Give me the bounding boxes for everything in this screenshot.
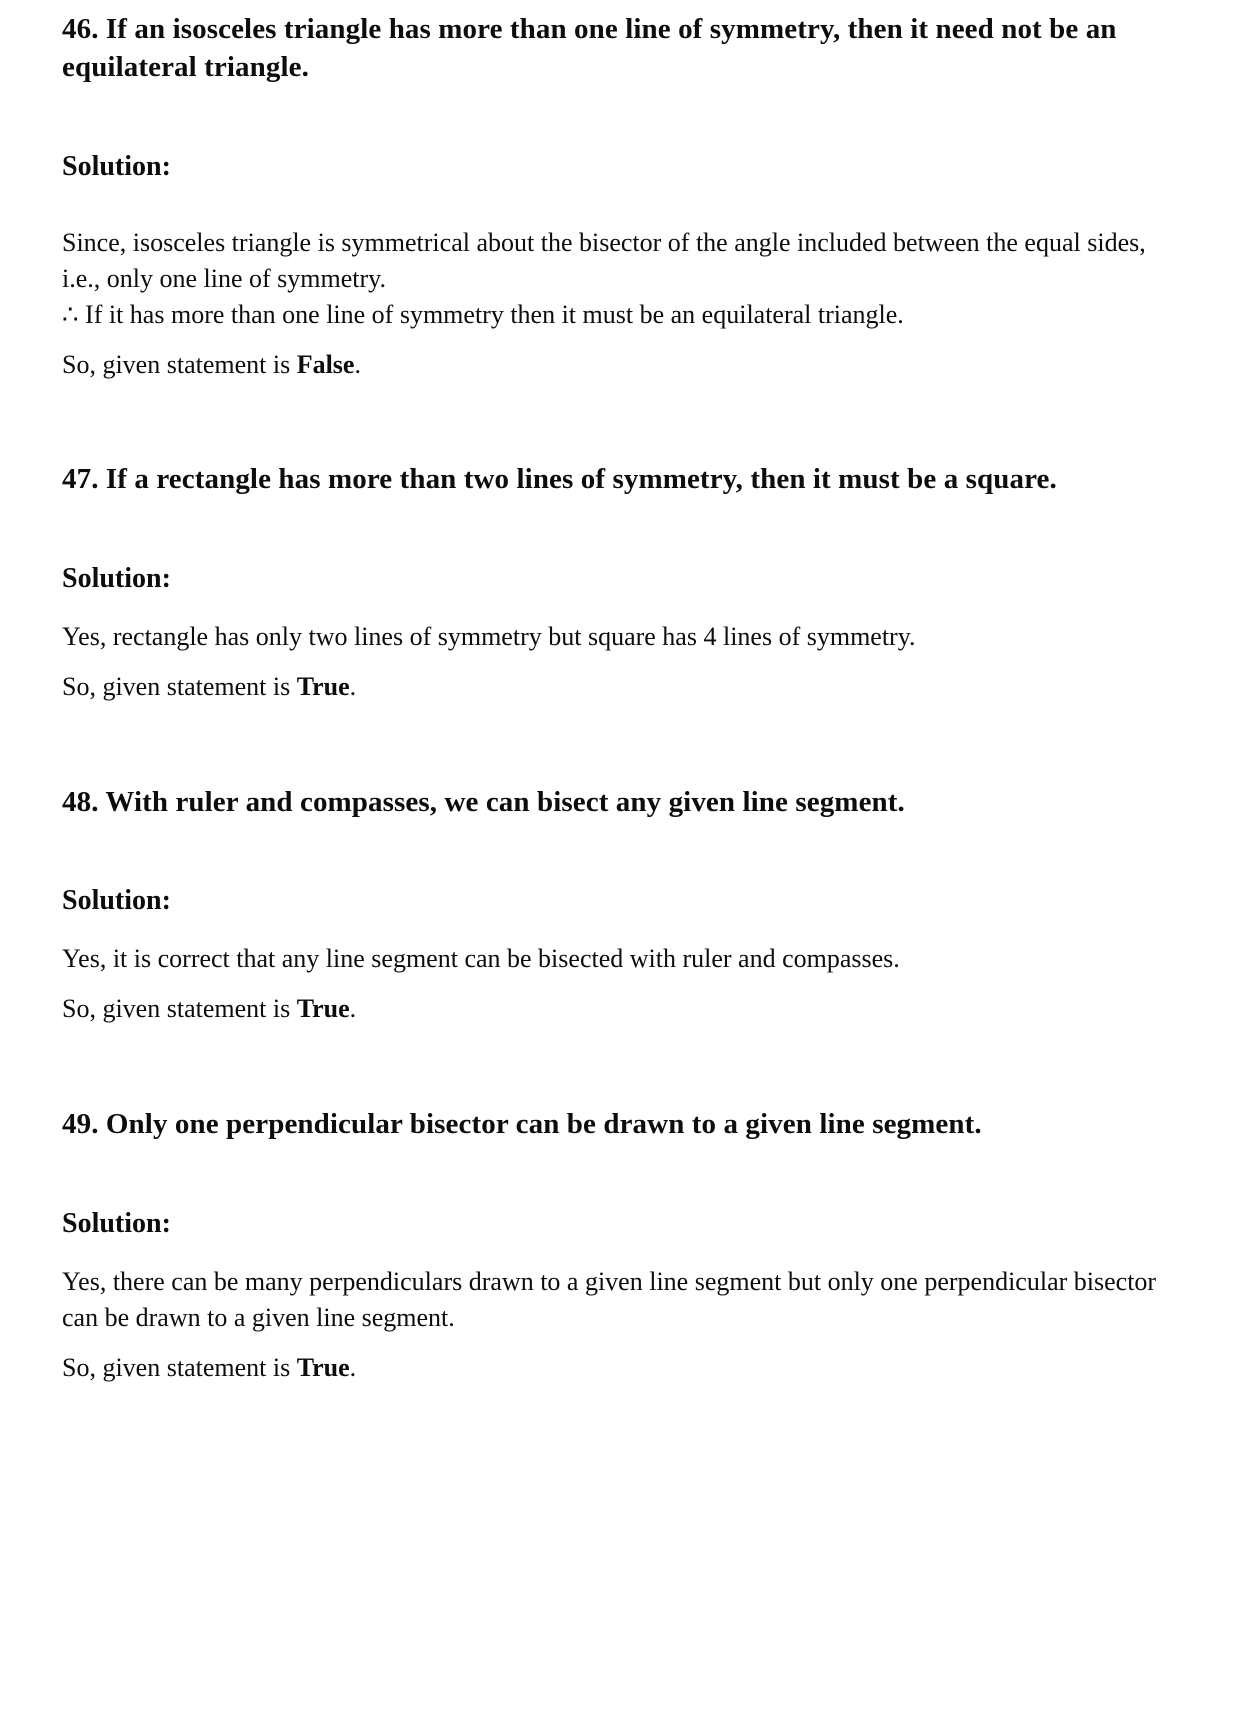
question-heading: 46. If an isosceles triangle has more than one line of symmetry, then it need not be an equilateral triangle. bbox=[62, 13, 1117, 84]
spacer bbox=[62, 499, 1181, 561]
qa-block bbox=[62, 460, 1181, 704]
verdict-prefix: So, given statement is bbox=[62, 349, 297, 379]
verdict-suffix: . bbox=[349, 671, 357, 701]
question-heading: 47. If a rectangle has more than two lines of symmetry, then it must be a square. bbox=[62, 463, 1057, 496]
verdict-prefix: So, given statement is bbox=[62, 1352, 297, 1382]
question-heading: 48. With ruler and compasses, we can bisect any given line segment. bbox=[62, 785, 905, 818]
solution-heading: Solution: bbox=[62, 562, 171, 594]
verdict-prefix: So, given statement is bbox=[62, 671, 297, 701]
spacer bbox=[62, 705, 1181, 783]
solution-heading: Solution: bbox=[62, 1207, 171, 1239]
verdict-value: True bbox=[296, 1352, 350, 1382]
question-heading: 49. Only one perpendicular bisector can be drawn to a given line segment. bbox=[62, 1108, 982, 1141]
solution-line: Yes, it is correct that any line segment can be bisected with ruler and compasses. bbox=[62, 944, 900, 974]
qa-block bbox=[62, 10, 1181, 382]
qa-block bbox=[62, 1105, 1181, 1385]
spacer bbox=[62, 597, 1181, 619]
verdict-suffix: . bbox=[349, 994, 357, 1024]
spacer bbox=[62, 382, 1181, 460]
spacer bbox=[62, 977, 1181, 991]
verdict-line bbox=[62, 1350, 1181, 1386]
spacer bbox=[62, 87, 1181, 149]
solution-line: Yes, rectangle has only two lines of symmetry but square has 4 lines of symmetry. bbox=[62, 622, 916, 652]
solution-line: Since, isosceles triangle is symmetrical about the bisector of the angle included between the equal sides, i.e., only one line of symmetry. bbox=[62, 227, 1146, 293]
verdict-value: True bbox=[296, 994, 350, 1024]
verdict-suffix: . bbox=[349, 1352, 357, 1382]
spacer bbox=[62, 333, 1181, 347]
spacer bbox=[62, 185, 1181, 225]
verdict-line bbox=[62, 991, 1181, 1027]
spacer bbox=[62, 821, 1181, 883]
verdict-value: True bbox=[296, 671, 350, 701]
verdict-line bbox=[62, 347, 1181, 383]
spacer bbox=[62, 655, 1181, 669]
solution-heading: Solution: bbox=[62, 150, 171, 182]
verdict-line bbox=[62, 669, 1181, 705]
solution-heading: Solution: bbox=[62, 885, 171, 917]
qa-block bbox=[62, 783, 1181, 1027]
spacer bbox=[62, 1144, 1181, 1206]
spacer bbox=[62, 1336, 1181, 1350]
verdict-value: False bbox=[296, 349, 355, 379]
verdict-prefix: So, given statement is bbox=[62, 994, 297, 1024]
verdict-suffix: . bbox=[354, 349, 361, 379]
solution-line: ∴ If it has more than one line of symmetry then it must be an equilateral triangle. bbox=[62, 299, 904, 329]
solution-line: Yes, there can be many perpendiculars drawn to a given line segment but only one perpendicular bisector can be drawn to a given line segment. bbox=[62, 1266, 1157, 1332]
spacer bbox=[62, 1242, 1181, 1264]
spacer bbox=[62, 919, 1181, 941]
spacer bbox=[62, 1027, 1181, 1105]
